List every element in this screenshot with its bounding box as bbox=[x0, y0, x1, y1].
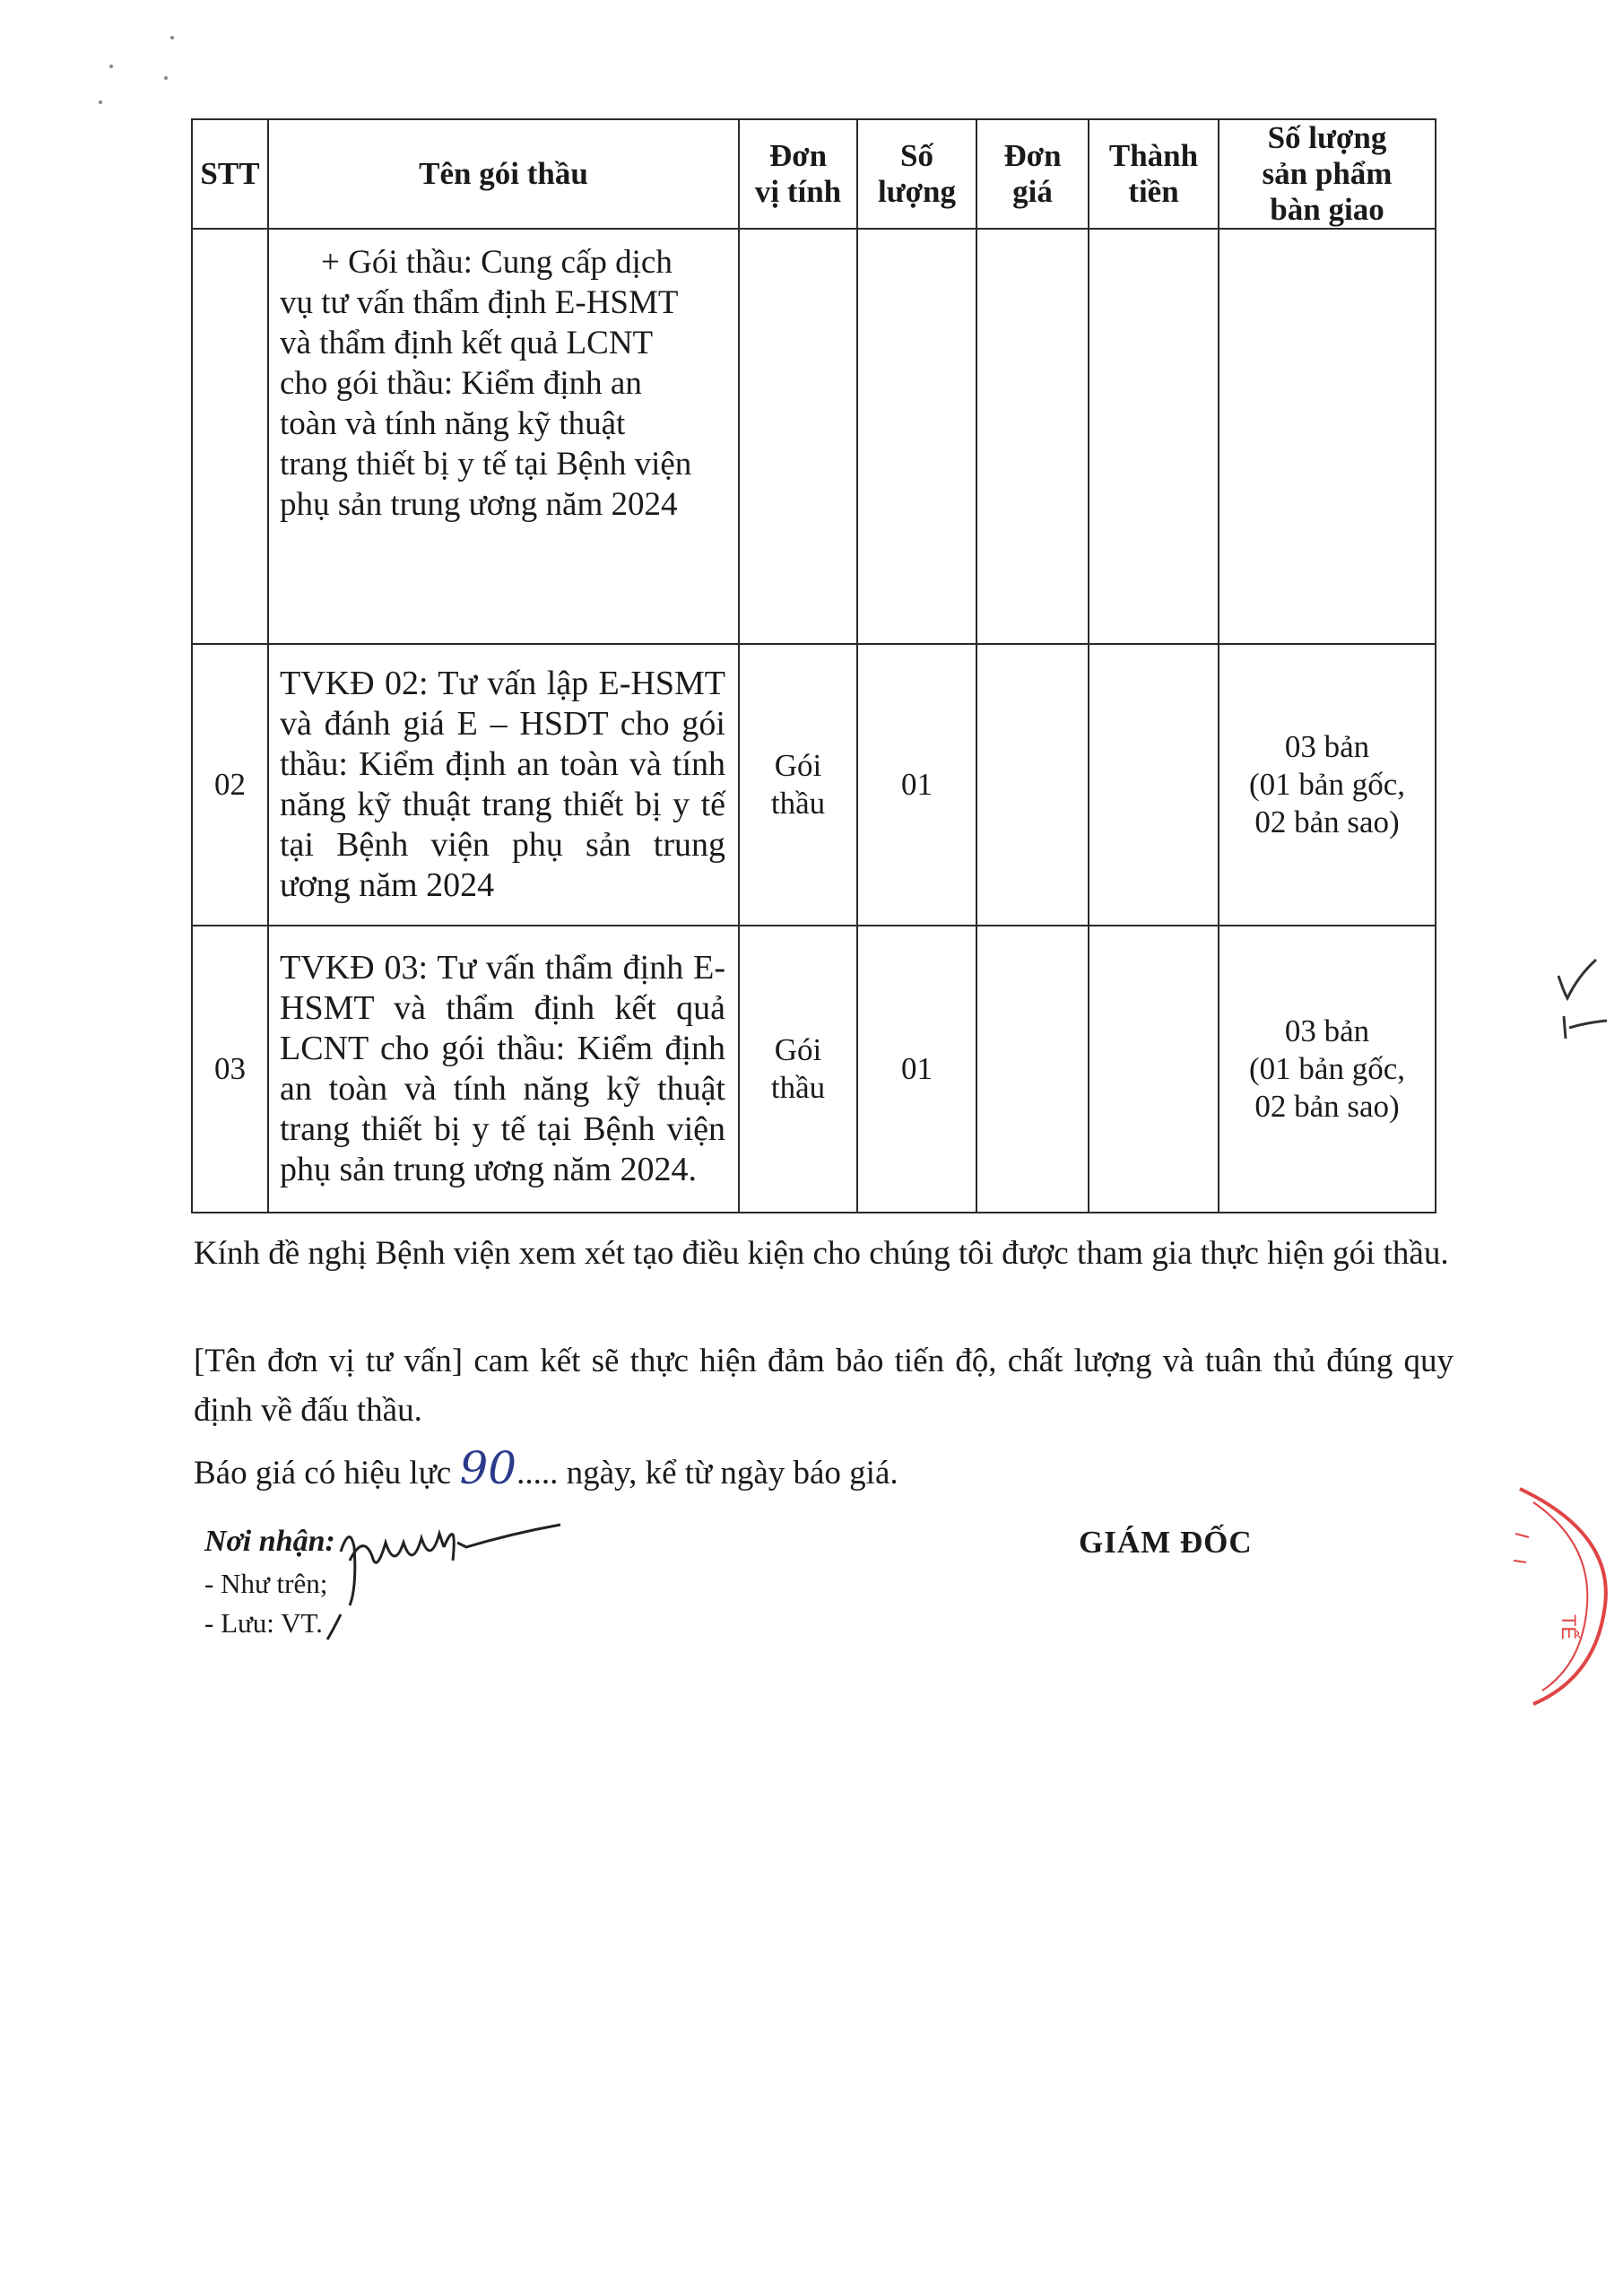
cell-delivered-copies bbox=[1219, 229, 1436, 644]
cell-quantity: 01 bbox=[857, 644, 976, 926]
cell-stt bbox=[192, 229, 268, 644]
header-unit: Đơn vị tính bbox=[739, 119, 857, 229]
cell-package-name: + Gói thầu: Cung cấp dịch vụ tư vấn thẩm định E-HSMT và thẩm định kết quả LCNT cho gói thầu: Kiểm định an toàn và tính năng kỹ thuật trang thiết bị y tế tại Bệnh viện phụ sản trung ương năm 2024 bbox=[268, 229, 739, 644]
cell-unit: Gói thầu bbox=[739, 926, 857, 1213]
table-row bbox=[192, 644, 1436, 926]
header-unit-price: Đơn giá bbox=[976, 119, 1089, 229]
header-stt: STT bbox=[192, 119, 268, 229]
cell-amount bbox=[1089, 229, 1219, 644]
signer-title: GIÁM ĐỐC bbox=[1079, 1525, 1253, 1560]
cell-amount bbox=[1089, 926, 1219, 1213]
cell-delivered-copies: 03 bản (01 bản gốc, 02 bản sao) bbox=[1219, 926, 1436, 1213]
commitment-paragraph: [Tên đơn vị tư vấn] cam kết sẽ thực hiện đảm bảo tiến độ, chất lượng và tuân thủ đúng quy định về đấu thầu. bbox=[194, 1343, 1454, 1429]
table-row-continued bbox=[192, 229, 1436, 644]
cell-unit-price bbox=[976, 644, 1089, 926]
cell-amount bbox=[1089, 644, 1219, 926]
cell-stt: 02 bbox=[192, 644, 268, 926]
red-seal-stamp bbox=[1506, 1480, 1623, 1713]
validity-statement: Báo giá có hiệu lực 90..... ngày, kể từ ngày báo giá. bbox=[194, 1442, 898, 1494]
signature-initials-icon bbox=[323, 1507, 574, 1641]
recipient-item: - Lưu: VT. bbox=[204, 1607, 323, 1639]
cell-package-name: TVKĐ 03: Tư vấn thẩm định E-HSMT và thẩm định kết quả LCNT cho gói thầu: Kiểm định an toàn và tính năng kỹ thuật trang thiết bị y tế tại Bệnh viện phụ sản trung ương năm 2024. bbox=[268, 926, 739, 1213]
seal-text: TẾ bbox=[1558, 1614, 1580, 1640]
cell-stt: 03 bbox=[192, 926, 268, 1213]
request-paragraph: Kính đề nghị Bệnh viện xem xét tạo điều kiện cho chúng tôi được tham gia thực hiện gói thầu. bbox=[194, 1235, 1449, 1272]
cell-unit: Gói thầu bbox=[739, 644, 857, 926]
cell-quantity: 01 bbox=[857, 926, 976, 1213]
header-quantity: Số lượng bbox=[857, 119, 976, 229]
header-delivered-copies: Số lượng sản phẩm bàn giao bbox=[1219, 119, 1436, 229]
check-mark-icon bbox=[1551, 949, 1614, 1048]
header-package-name: Tên gói thầu bbox=[268, 119, 739, 229]
recipient-item: - Như trên; bbox=[204, 1568, 328, 1599]
bid-package-table bbox=[191, 118, 1436, 1213]
cell-package-name: TVKĐ 02: Tư vấn lập E-HSMT và đánh giá E – HSDT cho gói thầu: Kiểm định an toàn và tính năng kỹ thuật trang thiết bị y tế tại Bệnh viện phụ sản trung ương năm 2024 bbox=[268, 644, 739, 926]
cell-unit-price bbox=[976, 229, 1089, 644]
cell-unit-price bbox=[976, 926, 1089, 1213]
handwritten-days: 90 bbox=[459, 1442, 517, 1494]
header-amount: Thành tiền bbox=[1089, 119, 1219, 229]
recipient-title: Nơi nhận: bbox=[204, 1525, 335, 1558]
cell-quantity bbox=[857, 229, 976, 644]
cell-delivered-copies: 03 bản (01 bản gốc, 02 bản sao) bbox=[1219, 644, 1436, 926]
table-row bbox=[192, 926, 1436, 1213]
table-header-row bbox=[192, 119, 1436, 229]
cell-unit bbox=[739, 229, 857, 644]
